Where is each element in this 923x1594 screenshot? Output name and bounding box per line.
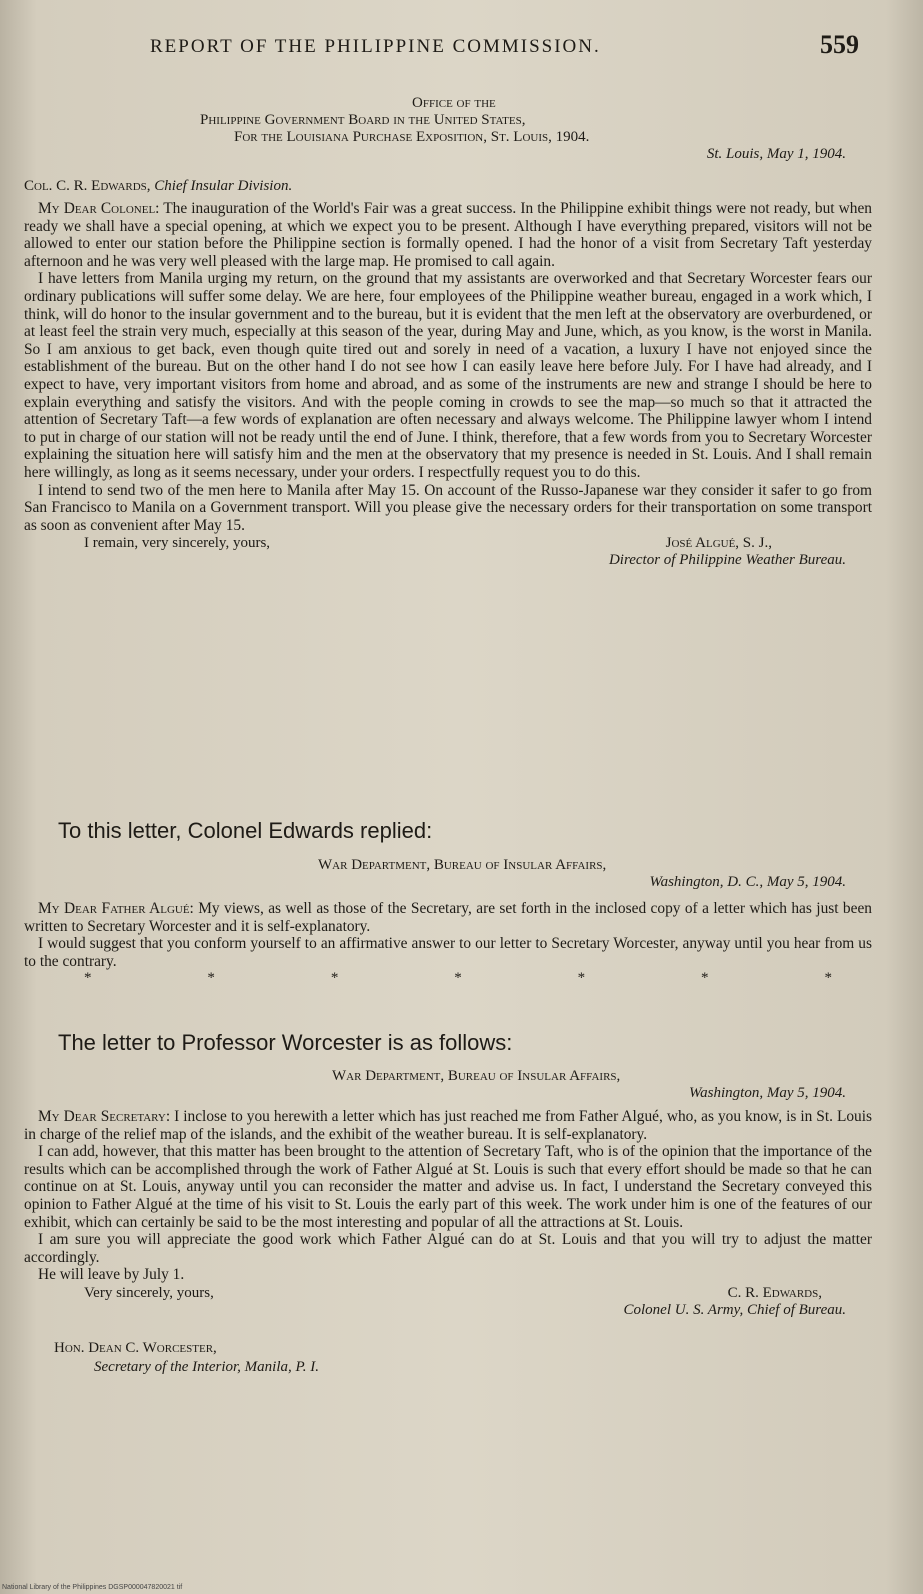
letter1-body xyxy=(24,200,872,569)
star: * xyxy=(824,970,832,987)
paragraph: I am sure you will appreciate the good work which Father Algué can do at St. Louis and that you will try to adjust the matter accordingly. xyxy=(24,1231,872,1266)
letter1-addressee xyxy=(24,178,872,195)
letter2-header xyxy=(24,857,872,891)
signature-title: Colonel U. S. Army, Chief of Bureau. xyxy=(623,1301,846,1318)
closing: I remain, very sincerely, yours, xyxy=(84,535,271,552)
running-title: REPORT OF THE PHILIPPINE COMMISSION. xyxy=(150,36,601,57)
salutation: My Dear Father Algué: xyxy=(38,900,194,917)
letterhead-line: Office of the xyxy=(412,95,496,111)
letterhead-line: For the Louisiana Purchase Exposition, St. Louis, 1904. xyxy=(234,129,590,145)
star: * xyxy=(207,970,215,987)
letter2-from-line: War Department, Bureau of Insular Affairs, xyxy=(318,857,607,873)
letter2-body xyxy=(24,900,872,987)
intro-line: The letter to Professor Worcester is as follows: xyxy=(58,1030,513,1055)
letter2-dateline: Washington, D. C., May 5, 1904. xyxy=(649,874,846,890)
salutation: My Dear Colonel: xyxy=(38,200,160,217)
paragraph: My Dear Colonel: The inauguration of the World's Fair was a great success. In the Philippine exhibit things were not ready, but when ready we shall have a special opening, at which we expect you to be present. Although I have everything prepared, visitors will not be allowed to enter our station before the Philippine section is formally opened. I had the honor of a visit from Secretary Taft yesterday afternoon and he was very well pleased with the large map. He promised to call again. xyxy=(24,200,872,270)
letter1-letterhead xyxy=(24,95,872,163)
recipient-title: Secretary of the Interior, Manila, P. I. xyxy=(94,1358,319,1375)
star: * xyxy=(701,970,709,987)
letter3-header xyxy=(24,1068,872,1102)
letter3-body xyxy=(24,1108,872,1377)
page-number: 559 xyxy=(820,30,859,59)
ellipsis-stars xyxy=(24,970,872,987)
paragraph: I would suggest that you conform yourself to an affirmative answer to our letter to Secretary Worcester, anyway until you hear from us to the contrary. xyxy=(24,935,872,970)
letter3-closing-row xyxy=(24,1284,872,1302)
paragraph: I intend to send two of the men here to Manila after May 15. On account of the Russo-Japanese war they consider it safer to go from San Francisco to Manila on a Government transport. Will you please give the necessary orders for their transportation on some transport as soon as convenient after May 15. xyxy=(24,481,872,534)
addressee-name: Col. C. R. Edwards, xyxy=(24,178,151,194)
star: * xyxy=(330,970,339,987)
letterhead-line: Philippine Government Board in the United States, xyxy=(200,112,526,128)
letter1-dateline: St. Louis, May 1, 1904. xyxy=(706,146,846,162)
letter3-recipient xyxy=(24,1339,872,1377)
star: * xyxy=(84,970,92,987)
paragraph: My Dear Father Algué: My views, as well as those of the Secretary, are set forth in the inclosed copy of a letter which has just been written to Secretary Worcester and it is self-explanatory. xyxy=(24,900,872,935)
recipient-name: Hon. Dean C. Worcester, xyxy=(54,1339,217,1356)
intro-line: To this letter, Colonel Edwards replied: xyxy=(58,818,433,843)
letter1-closing-row xyxy=(24,534,872,552)
closing: Very sincerely, yours, xyxy=(84,1284,214,1301)
signature-title: Director of Philippine Weather Bureau. xyxy=(608,552,846,569)
addressee-title: Chief Insular Division. xyxy=(154,178,293,194)
paragraph: My Dear Secretary: I inclose to you herewith a letter which has just reached me from Father Algué, who, as you know, is in St. Louis in charge of the relief map of the islands, and the exhibit of the weather bureau. It is self-explanatory. xyxy=(24,1108,873,1143)
paragraph: I have letters from Manila urging my return, on the ground that my assistants are overworked and that Secretary Worcester fears our ordinary publications will suffer some delay. We are here, four employees of the Philippine weather bureau, engaged in a work which, I think, will do honor to the insular government and to the bureau, but it is evident that the men left at the observatory are overburdened, or at least feel the strain very much, especially at this season of the year, during May and June, which, as you know, is the worst in Manila. So I am anxious to get back, even though quite tired out and sorely in need of a vacation, a luxury I have not enjoyed since the establishment of the bureau. But on the other hand I do not see how I can easily leave here before July. For I have had already, and I expect to have, very important visitors from home and abroad, and as some of the instruments are new and strange I should be here to explain everything and satisfy the visitors. And with the people coming in crowds to see the map—so much so that it attracted the attention of Secretary Taft—a few words of explanation are often necessary and always welcome. The Philippine lawyer whom I intend to put in charge of our station will not be ready until the end of June. I think, therefore, that a few words from you to Secretary Worcester explaining the situation here will satisfy him and the men at the observatory that my presence is needed in St. Louis. And I shall remain here willingly, as long as it seems necessary, under your orders. I respectfully request you to do this. xyxy=(24,270,872,481)
signature-name: José Algué, S. J., xyxy=(665,535,772,552)
letter3-from-line: War Department, Bureau of Insular Affairs, xyxy=(332,1068,621,1084)
letter3-dateline: Washington, May 5, 1904. xyxy=(689,1085,846,1101)
signature-name: C. R. Edwards, xyxy=(727,1284,822,1301)
salutation: My Dear Secretary: xyxy=(38,1108,171,1125)
star: * xyxy=(577,970,586,987)
paragraph: He will leave by July 1. xyxy=(38,1266,185,1284)
scan-credit: National Library of the Philippines DGSP000047820021 tif xyxy=(2,1584,183,1591)
star: * xyxy=(454,970,462,987)
paragraph: I can add, however, that this matter has been brought to the attention of Secretary Taft, who is of the opinion that the importance of the results which can be accomplished through the work of Father Algué at St. Louis is such that every effort should be made so that he can continue on at St. Louis, anyway until you can reconsider the matter and advise us. In fact, I understand the Secretary conveyed this opinion to Father Algué at the time of his visit to St. Louis the early part of this week. The work under him is one of the features of our exhibit, which can certainly be said to be the most interesting and popular of all the attractions at St. Louis. xyxy=(24,1143,872,1231)
